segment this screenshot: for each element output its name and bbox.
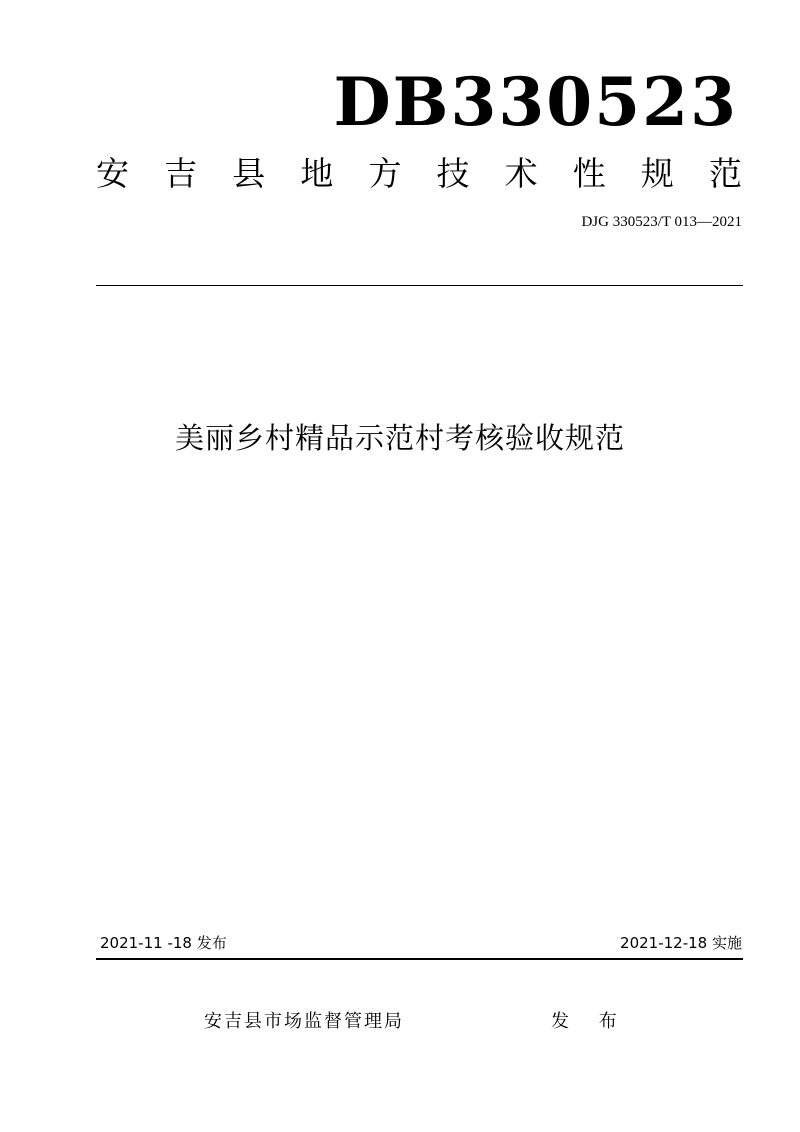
spec-category-title: [96, 152, 742, 196]
spec-title-char: 地: [300, 154, 334, 193]
publish-label: 发 布: [551, 1011, 629, 1032]
spec-title-char: 县: [232, 154, 266, 193]
spec-title-char: 安: [96, 154, 129, 193]
db-code: DB330523: [333, 63, 738, 141]
spec-title-char: 技: [436, 154, 470, 193]
issue-date: 2021-11 -18 发布: [100, 934, 227, 952]
implementation-date: 2021-12-18 实施: [620, 934, 742, 952]
spec-title-char: 吉: [164, 154, 198, 193]
spec-title-char: 方: [368, 154, 402, 193]
spec-title-char: 性: [572, 154, 606, 193]
bottom-divider: [96, 958, 743, 960]
spec-title-char: 范: [708, 154, 742, 193]
spec-title-char: 术: [504, 154, 538, 193]
top-divider: [96, 285, 743, 286]
document-title: 美丽乡村精品示范村考核验收规范: [174, 421, 625, 455]
standard-number: DJG 330523/T 013—2021: [581, 214, 742, 230]
publisher-name: 安吉县市场监督管理局: [204, 1011, 404, 1032]
spec-title-char: 规: [640, 154, 674, 193]
